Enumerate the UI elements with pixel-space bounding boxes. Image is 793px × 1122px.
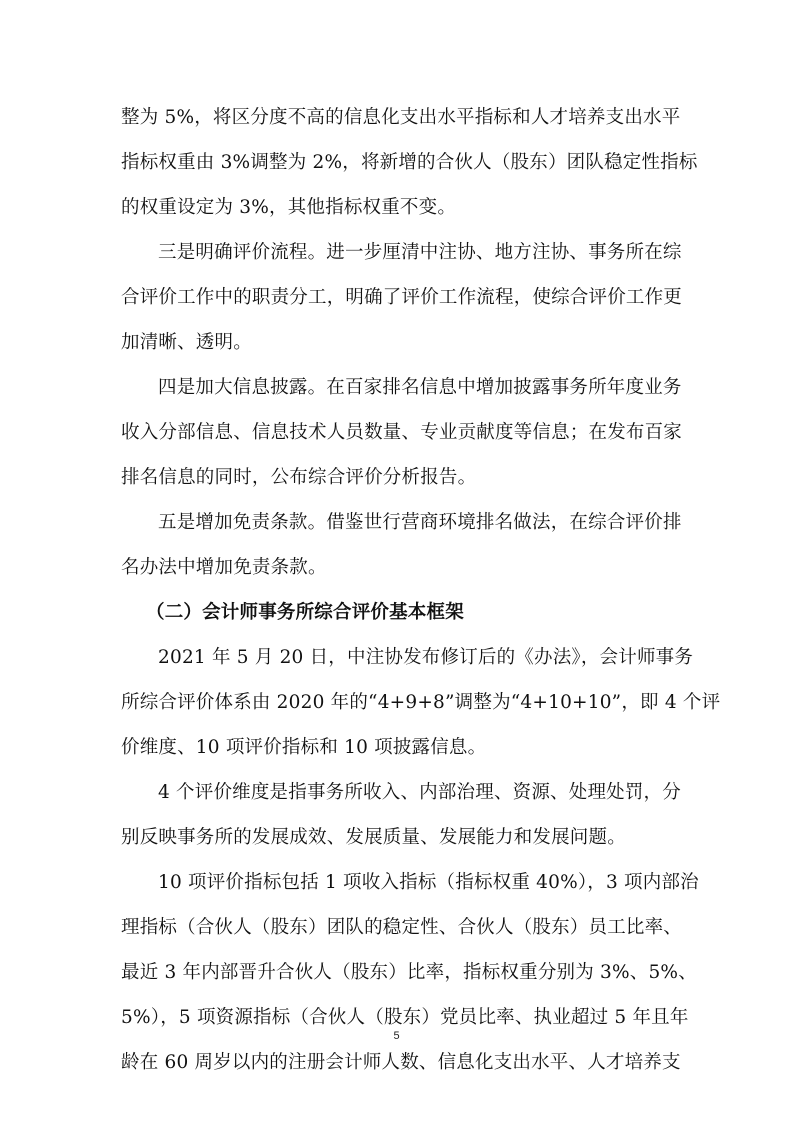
text-line: 理指标（合伙人（股东）团队的稳定性、合伙人（股东）员工比率、 bbox=[121, 917, 683, 938]
paragraph-start-line: 四是加大信息披露。在百家排名信息中增加披露事务所年度业务 bbox=[158, 377, 682, 398]
page-number: 5 bbox=[393, 1030, 400, 1042]
text-line: 价维度、10 项评价指标和 10 项披露信息。 bbox=[121, 737, 487, 758]
text-line: 加清晰、透明。 bbox=[121, 332, 252, 353]
text-line: 指标权重由 3%调整为 2%，将新增的合伙人（股东）团队稳定性指标 bbox=[121, 152, 698, 173]
text-line: 合评价工作中的职责分工，明确了评价工作流程，使综合评价工作更 bbox=[121, 287, 683, 308]
text-line: 所综合评价体系由 2020 年的“4+9+8”调整为“4+10+10”，即 4 个评 bbox=[121, 692, 721, 713]
text-line: 收入分部信息、信息技术人员数量、专业贡献度等信息；在发布百家 bbox=[121, 422, 683, 443]
text-line: 整为 5%，将区分度不高的信息化支出水平指标和人才培养支出水平 bbox=[121, 107, 681, 128]
text-line: 名办法中增加免责条款。 bbox=[121, 557, 327, 578]
paragraph-start-line: 2021 年 5 月 20 日，中注协发布修订后的《办法》，会计师事务 bbox=[158, 647, 694, 668]
text-line: 龄在 60 周岁以内的注册会计师人数、信息化支出水平、人才培养支 bbox=[121, 1052, 681, 1073]
paragraph-start-line: 三是明确评价流程。进一步厘清中注协、地方注协、事务所在综 bbox=[158, 242, 682, 263]
text-line: 别反映事务所的发展成效、发展质量、发展能力和发展问题。 bbox=[121, 827, 626, 848]
text-line: 的权重设定为 3%，其他指标权重不变。 bbox=[121, 197, 457, 218]
paragraph-start-line: 五是增加免责条款。借鉴世行营商环境排名做法，在综合评价排 bbox=[158, 512, 682, 533]
section-heading: （二）会计师事务所综合评价基本框架 bbox=[146, 602, 464, 623]
text-line: 最近 3 年内部晋升合伙人（股东）比率，指标权重分别为 3%、5%、 bbox=[121, 962, 697, 983]
text-line: 5%），5 项资源指标（合伙人（股东）党员比率、执业超过 5 年且年 bbox=[121, 1007, 689, 1028]
paragraph-start-line: 10 项评价指标包括 1 项收入指标（指标权重 40%），3 项内部治 bbox=[158, 872, 699, 893]
text-line: 排名信息的同时，公布综合评价分析报告。 bbox=[121, 467, 477, 488]
paragraph-start-line: 4 个评价维度是指事务所收入、内部治理、资源、处理处罚，分 bbox=[158, 782, 681, 803]
